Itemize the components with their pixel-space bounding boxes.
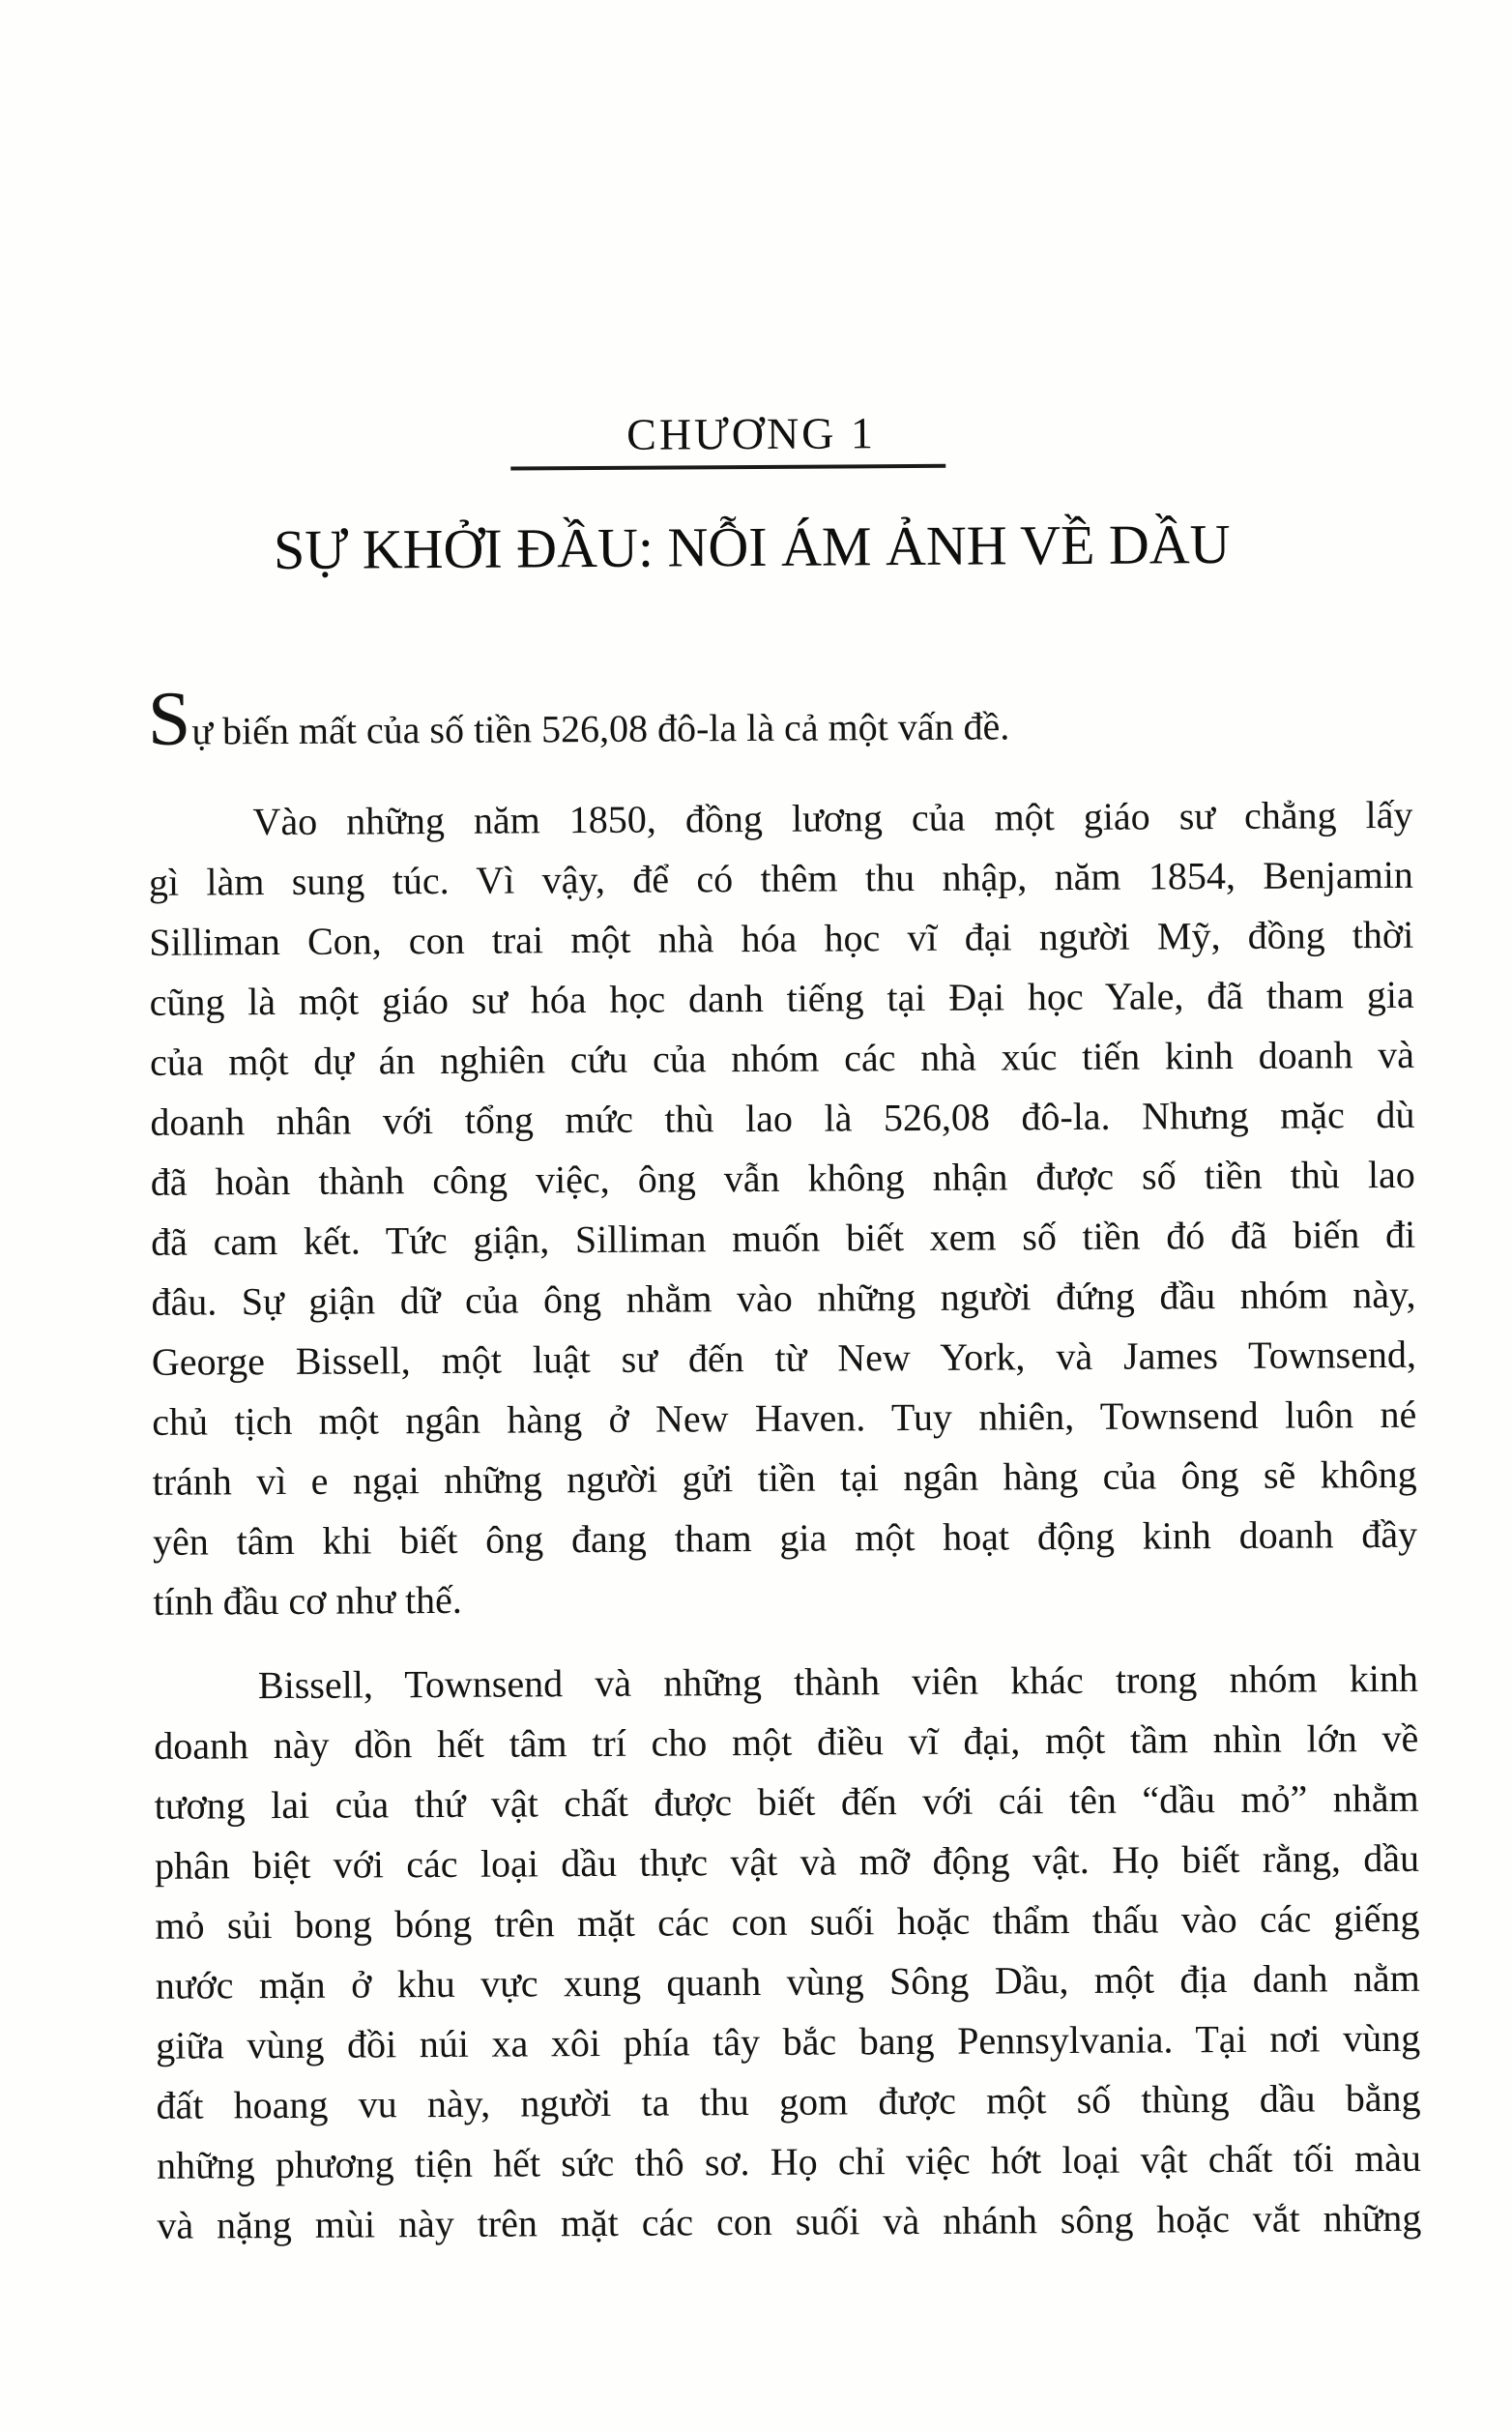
text-line: đất hoang vu này, người ta thu gom được một số thùng dầu bằng: [156, 2075, 1421, 2127]
text-line: giữa vùng đồi núi xa xôi phía tây bắc bang Pennsylvania. Tại nơi vùng: [156, 2015, 1421, 2067]
text-line: George Bissell, một luật sư đến từ New York, và James Townsend,: [151, 1332, 1417, 1384]
paragraph-3: [154, 1649, 1422, 2256]
chapter-label: CHƯƠNG 1: [626, 408, 877, 459]
text-line: chủ tịch một ngân hàng ở New Haven. Tuy nhiên, Townsend luôn né: [152, 1392, 1417, 1444]
text-line: của một dự án nghiên cứu của nhóm các nhà xúc tiến kinh doanh và: [149, 1032, 1415, 1084]
text-line: cũng là một giáo sư hóa học danh tiếng tại Đại học Yale, đã tham gia: [149, 972, 1414, 1024]
text-line: đã cam kết. Tức giận, Silliman muốn biết xem số tiền đó đã biến đi: [151, 1212, 1416, 1264]
text-line: nước mặn ở khu vực xung quanh vùng Sông Dầu, một địa danh nằm: [155, 1955, 1420, 2008]
text-line: Silliman Con, con trai một nhà hóa học vĩ đại người Mỹ, đồng thời: [149, 912, 1414, 964]
text-line: phân biệt với các loại dầu thực vật và mỡ động vật. Họ biết rằng, dầu: [154, 1835, 1420, 1888]
body-text: [147, 676, 1422, 2256]
chapter-title: SỰ KHỞI ĐẦU: NỖI ÁM ẢNH VỀ DẦU: [273, 512, 1231, 582]
text-line-rest: ự biến mất của số tiền 526,08 đô-la là cả một vấn đề.: [191, 704, 1010, 753]
text-line: tính đầu cơ như thế.: [153, 1577, 462, 1624]
text-line: và nặng mùi này trên mặt các con suối và nhánh sông hoặc vắt những: [157, 2195, 1422, 2247]
text-line: doanh này dồn hết tâm trí cho một điều vĩ đại, một tầm nhìn lớn về: [154, 1715, 1419, 1768]
text-line: doanh nhân với tổng mức thù lao là 526,08 đô-la. Nhưng mặc dù: [150, 1092, 1415, 1144]
paragraph-1: [147, 676, 1412, 762]
text-line: tương lai của thứ vật chất được biết đến với cái tên “dầu mỏ” nhằm: [154, 1775, 1419, 1828]
text-line: tránh vì e ngại những người gửi tiền tại ngân hàng của ông sẽ không: [152, 1451, 1417, 1504]
text-line: [147, 676, 1412, 762]
chapter-divider-rule: [510, 464, 945, 471]
drop-cap-letter: S: [147, 676, 192, 762]
text-line: đã hoàn thành công việc, ông vẫn không nhận được số tiền thù lao: [150, 1152, 1415, 1204]
text-line: những phương tiện hết sức thô sơ. Họ chỉ việc hớt loại vật chất tối màu: [156, 2135, 1422, 2187]
text-line: đâu. Sự giận dữ của ông nhằm vào những người đứng đầu nhóm này,: [151, 1272, 1416, 1324]
text-line: Vào những năm 1850, đồng lương của một giáo sư chẳng lấy: [252, 792, 1413, 844]
text-line: gì làm sung túc. Vì vậy, để có thêm thu nhập, năm 1854, Benjamin: [148, 852, 1413, 904]
text-line: mỏ sủi bong bóng trên mặt các con suối hoặc thẩm thấu vào các giếng: [155, 1895, 1420, 1948]
paragraph-2: [148, 785, 1417, 1632]
text-line: yên tâm khi biết ông đang tham gia một hoạt động kinh doanh đầy: [152, 1511, 1418, 1564]
text-line: Bissell, Townsend và những thành viên khác trong nhóm kinh: [257, 1656, 1419, 1708]
